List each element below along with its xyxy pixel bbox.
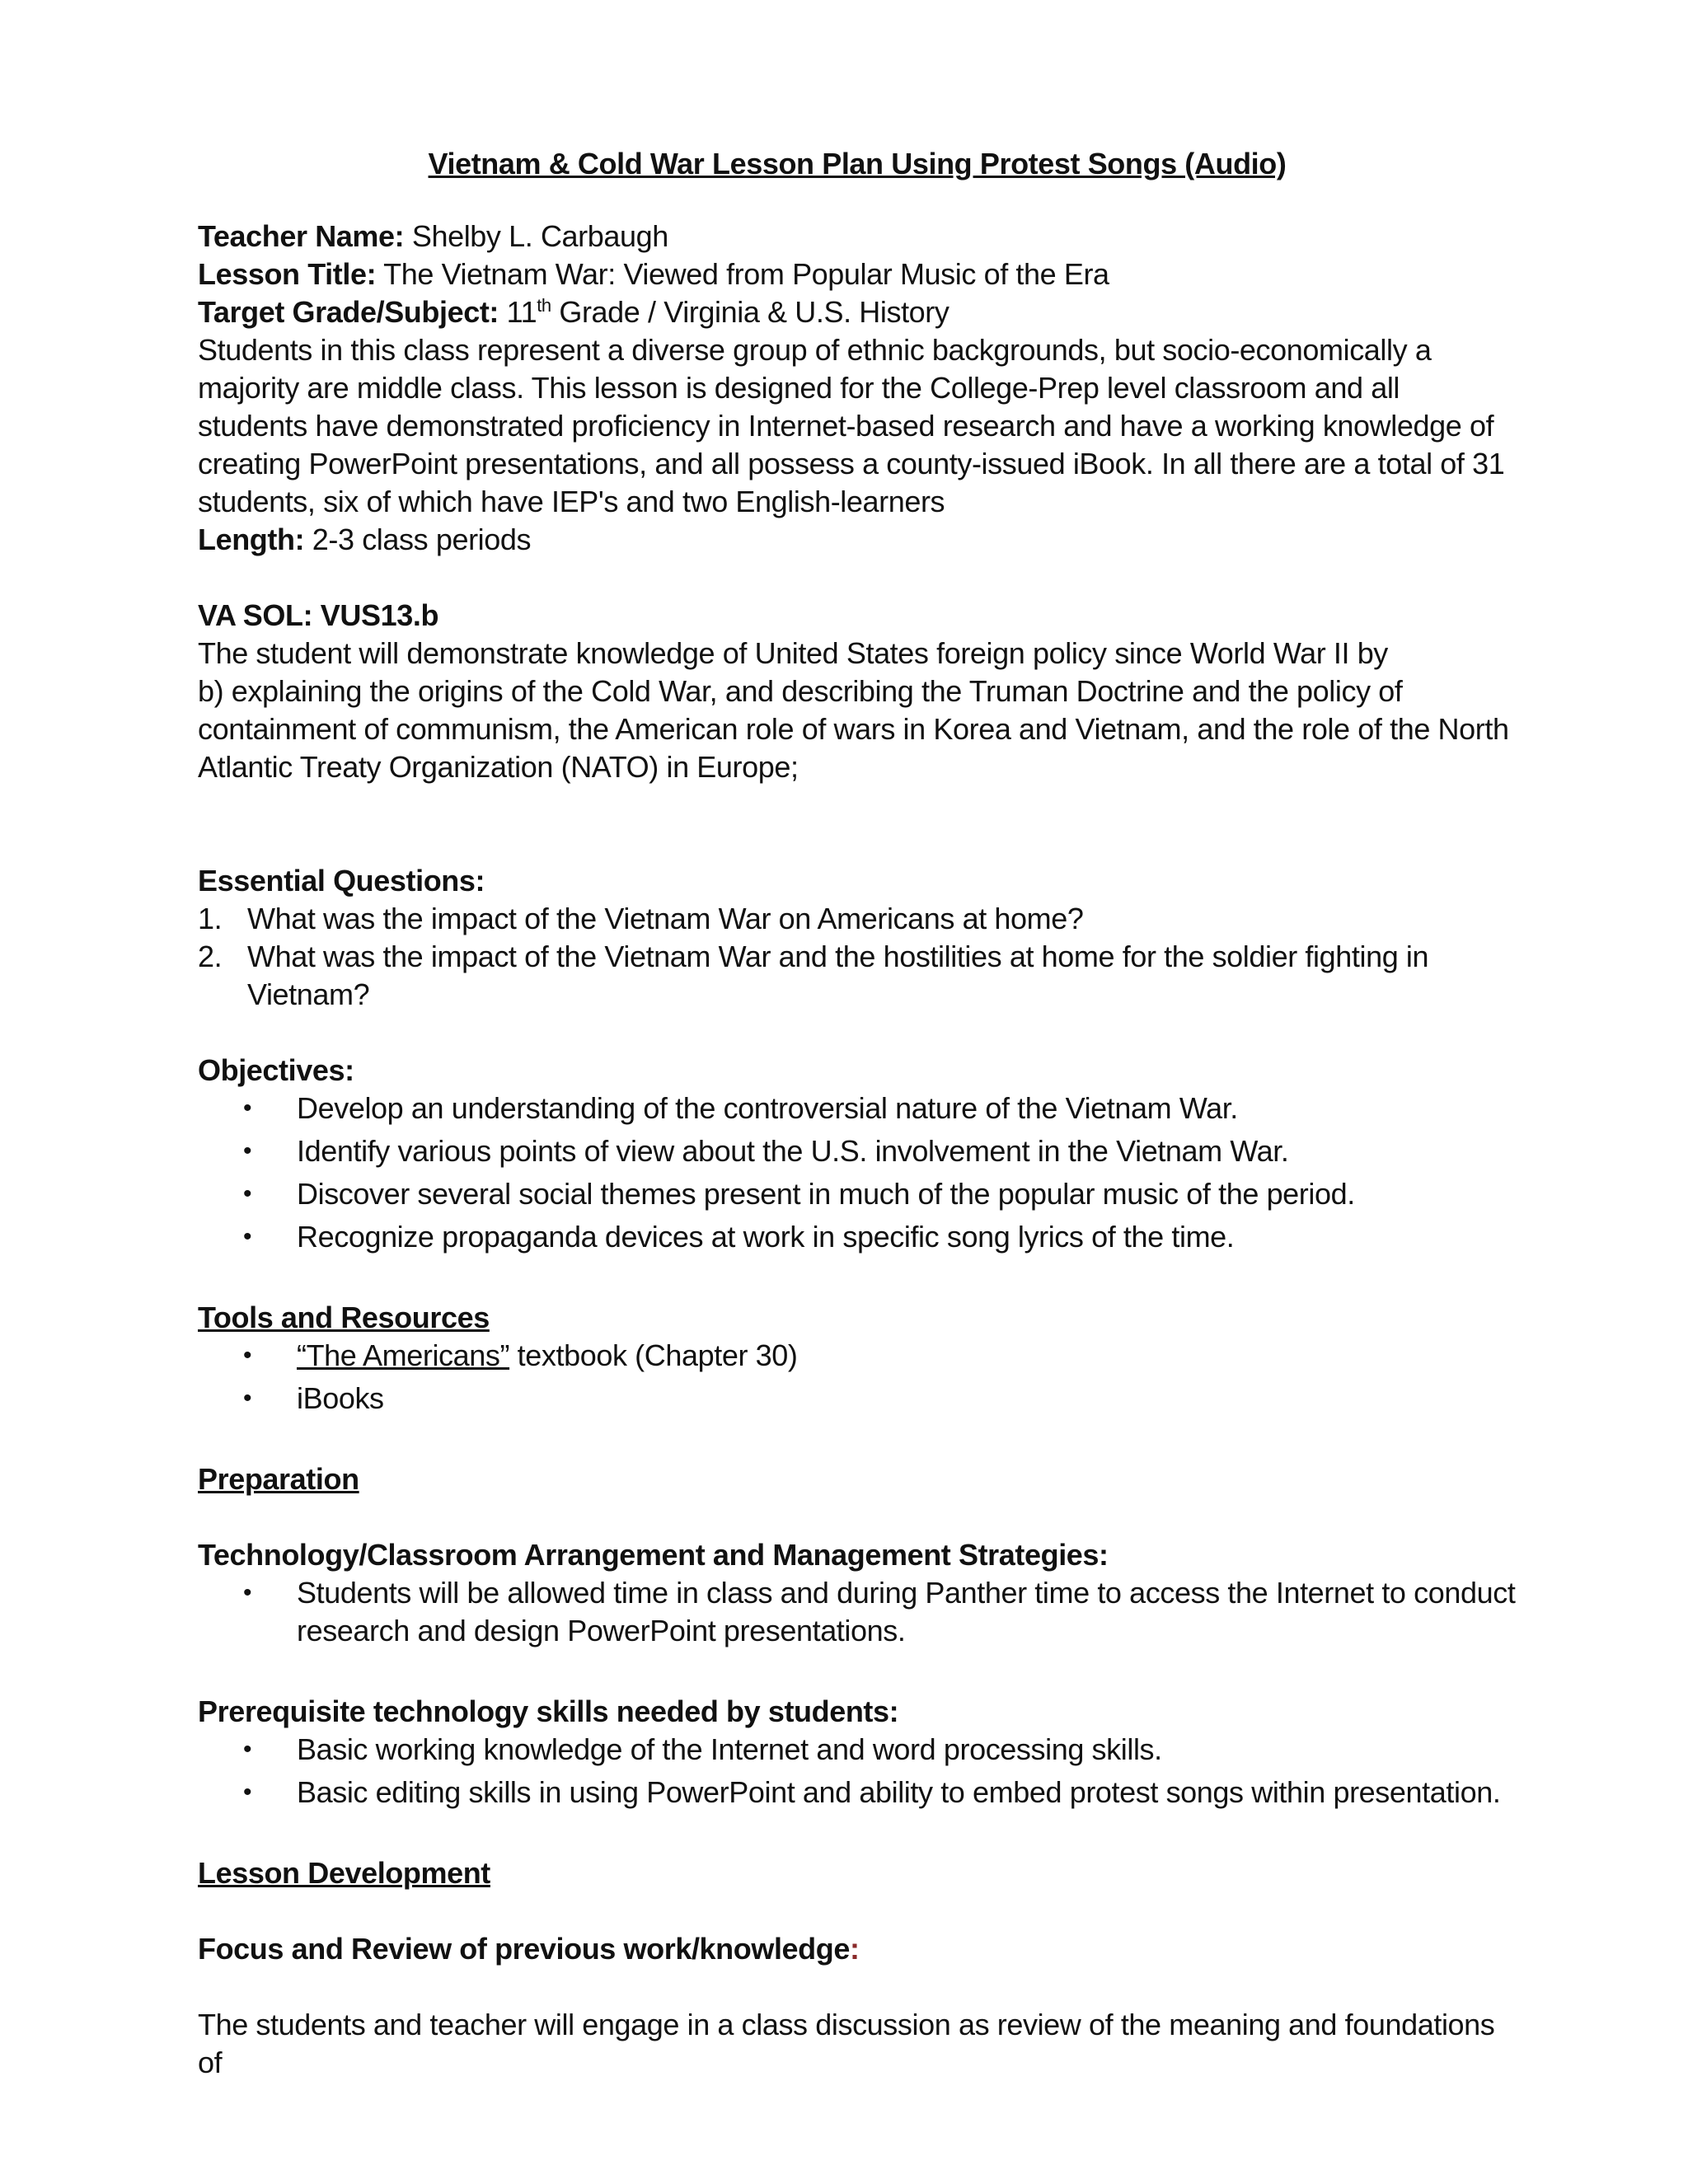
bullet-icon: •	[242, 1342, 252, 1369]
bullet-icon: •	[242, 1579, 252, 1606]
list-item	[198, 1774, 1517, 1811]
list-item	[198, 1218, 1517, 1256]
target-grade-number: 11	[499, 295, 537, 329]
lesson-title-line	[198, 255, 1517, 293]
list-item	[198, 1574, 1517, 1650]
textbook-link[interactable]: “The Americans”	[297, 1338, 510, 1372]
technology-list	[198, 1574, 1517, 1650]
bullet-icon: •	[242, 1094, 252, 1122]
focus-heading-line	[198, 1930, 1517, 1968]
lesson-development-heading: Lesson Development	[198, 1856, 490, 1890]
essential-questions-heading: Essential Questions:	[198, 864, 485, 898]
technology-heading: Technology/Classroom Arrangement and Management Strategies:	[198, 1538, 1109, 1572]
bullet-icon: •	[242, 1385, 252, 1412]
target-grade-subject: Grade / Virginia & U.S. History	[551, 295, 950, 329]
list-item	[198, 1175, 1517, 1213]
question-number: 1.	[198, 902, 223, 935]
list-item	[198, 1337, 1517, 1375]
objectives-heading: Objectives:	[198, 1053, 354, 1087]
class-description: Students in this class represent a diverse group of ethnic backgrounds, but socio-economically a majority are middle class. This lesson is designed for the College-Prep level classroom and all students have demonstrated proficiency in Internet-based research and have a working knowledge of creating PowerPoint presentations, and all possess a county-issued iBook. In all there are a total of 31 students, six of which have IEP's and two English-learners	[198, 333, 1505, 518]
question-text: What was the impact of the Vietnam War and the hostilities at home for the soldier fighting in Vietnam?	[247, 940, 1429, 1011]
bullet-icon: •	[242, 1779, 252, 1806]
list-item	[198, 1731, 1517, 1769]
objectives-list	[198, 1090, 1517, 1256]
objective-text: Discover several social themes present in much of the popular music of the period.	[297, 1177, 1355, 1211]
focus-text: The students and teacher will engage in a class discussion as review of the meaning and foundations of	[198, 2008, 1495, 2079]
teacher-line	[198, 218, 1517, 255]
teacher-value: Shelby L. Carbaugh	[404, 219, 668, 253]
teacher-label: Teacher Name:	[198, 219, 405, 253]
ibooks-text: iBooks	[297, 1381, 384, 1415]
bullet-icon: •	[242, 1180, 252, 1207]
list-item	[198, 900, 1517, 938]
sol-heading: VA SOL: VUS13.b	[198, 598, 439, 632]
question-text: What was the impact of the Vietnam War on Americans at home?	[247, 902, 1084, 935]
focus-heading-colon: :	[849, 1932, 860, 1966]
objective-text: Identify various points of view about the U.S. involvement in the Vietnam War.	[297, 1134, 1289, 1168]
objective-text: Recognize propaganda devices at work in specific song lyrics of the time.	[297, 1220, 1235, 1254]
sol-intro: The student will demonstrate knowledge of United States foreign policy since World War II by	[198, 636, 1388, 670]
page-title: Vietnam & Cold War Lesson Plan Using Protest Songs (Audio)	[428, 147, 1287, 180]
target-grade-superscript: th	[537, 295, 551, 316]
target-grade-label: Target Grade/Subject:	[198, 295, 499, 329]
list-item	[198, 1132, 1517, 1170]
essential-questions-list	[198, 900, 1517, 1014]
list-item	[198, 1090, 1517, 1127]
objective-text: Develop an understanding of the controversial nature of the Vietnam War.	[297, 1091, 1238, 1125]
document-content	[198, 145, 1517, 2082]
preparation-heading: Preparation	[198, 1462, 359, 1496]
prerequisite-heading: Prerequisite technology skills needed by students:	[198, 1694, 899, 1728]
tools-list	[198, 1337, 1517, 1418]
lesson-title-label: Lesson Title:	[198, 257, 377, 291]
length-label: Length:	[198, 523, 305, 556]
length-value: 2-3 class periods	[304, 523, 532, 556]
list-item	[198, 938, 1517, 1014]
prerequisite-text: Basic working knowledge of the Internet and word processing skills.	[297, 1732, 1162, 1766]
list-item	[198, 1380, 1517, 1418]
target-grade-line	[198, 293, 1517, 331]
question-number: 2.	[198, 940, 223, 973]
bullet-icon: •	[242, 1736, 252, 1763]
bullet-icon: •	[242, 1223, 252, 1250]
length-line	[198, 521, 1517, 559]
prerequisite-list	[198, 1731, 1517, 1811]
bullet-icon: •	[242, 1137, 252, 1165]
technology-text: Students will be allowed time in class and during Panther time to access the Internet to conduct research and design PowerPoint presentations.	[297, 1576, 1516, 1647]
sol-detail: b) explaining the origins of the Cold War, and describing the Truman Doctrine and the policy of containment of communism, the American role of wars in Korea and Vietnam, and the role of the North Atlantic Treaty Organization (NATO) in Europe;	[198, 674, 1509, 784]
prerequisite-text: Basic editing skills in using PowerPoint and ability to embed protest songs within presentation.	[297, 1775, 1501, 1809]
textbook-detail: textbook (Chapter 30)	[509, 1338, 798, 1372]
tools-heading: Tools and Resources	[198, 1301, 490, 1334]
lesson-title-value: The Vietnam War: Viewed from Popular Music of the Era	[376, 257, 1109, 291]
focus-heading: Focus and Review of previous work/knowledge	[198, 1932, 850, 1966]
